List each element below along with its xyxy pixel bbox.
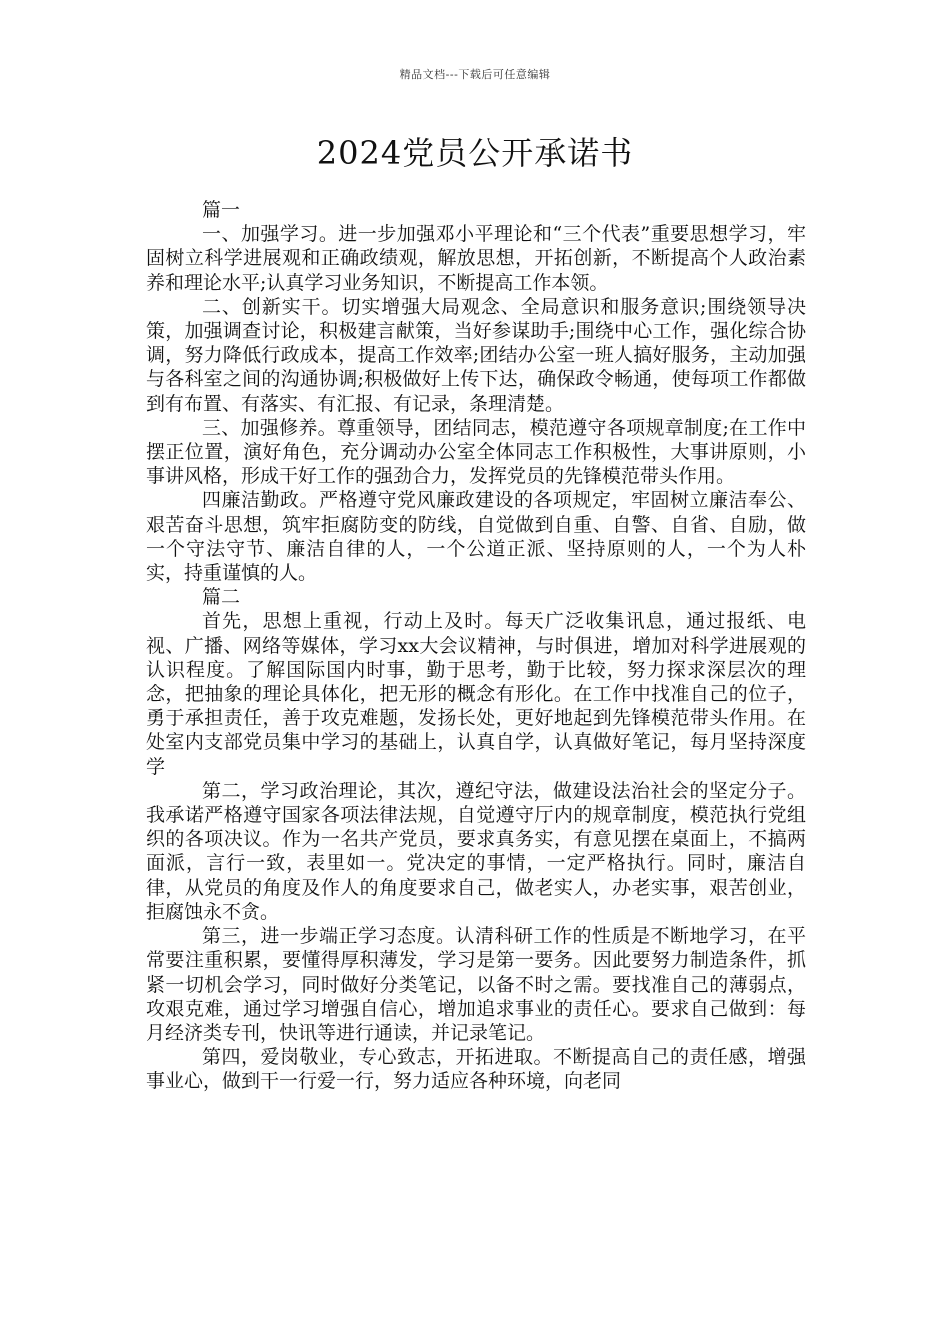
section-label: 篇一 [202, 199, 241, 221]
paragraph: 第二，学习政治理论，其次，遵纪守法，做建设法治社会的坚定分子。我承诺严格遵守国家各项法律法规，自觉遵守厅内的规章制度，模范执行党组织的各项决议。作为一名共产党员，要求真务实，有意见摆在桌面上，不搞两面派，言行一致，表里如一。党决定的事情，一定严格执行。同时，廉洁自律，从党员的角度及作人的角度要求自己，做老实人，办老实事，艰苦创业，拒腐蚀永不贪。 [146, 779, 806, 923]
paragraph: 二、创新实干。切实增强大局观念、全局意识和服务意识;围绕领导决策，加强调查讨论，积极建言献策，当好参谋助手;围绕中心工作，强化综合协调，努力降低行政成本，提高工作效率;团结办公室一班人搞好服务，主动加强与各科室之间的沟通协调;积极做好上传下达，确保政令畅通，使每项工作都做到有布置、有落实、有汇报、有记录，条理清楚。 [146, 295, 806, 415]
paragraph: 一、加强学习。进一步加强邓小平理论和“三个代表”重要思想学习，牢固树立科学进展观和正确政绩观，解放思想，开拓创新，不断提高个人政治素养和理论水平;认真学习业务知识，不断提高工作本领。 [146, 223, 806, 294]
page-header: 精品文档---下载后可任意编辑 [399, 68, 551, 81]
paragraph: 三、加强修养。尊重领导，团结同志，模范遵守各项规章制度;在工作中摆正位置，演好角色，充分调动办公室全体同志工作积极性，大事讲原则，小事讲风格，形成干好工作的强劲合力，发挥党员的先锋模范带头作用。 [146, 416, 806, 488]
paragraph: 第三，进一步端正学习态度。认清科研工作的性质是不断地学习，在平常要注重积累，要懂得厚积薄发，学习是第一要务。因此要努力制造条件，抓紧一切机会学习，同时做好分类笔记，以备不时之需。要找准自己的薄弱点，攻艰克难，通过学习增强自信心，增加追求事业的责任心。要求自己做到：每月经济类专刊，快讯等进行通读，并记录笔记。 [146, 925, 806, 1044]
paragraph: 四廉洁勤政。严格遵守党风廉政建设的各项规定，牢固树立廉洁奉公、艰苦奋斗思想，筑牢拒腐防变的防线，自觉做到自重、自警、自省、自励，做一个守法守节、廉洁自律的人，一个公道正派、坚持原则的人，一个为人朴实，持重谨慎的人。 [146, 489, 806, 585]
document-title: 2024党员公开承诺书 [316, 134, 634, 172]
section-label: 篇二 [202, 586, 241, 609]
paragraph: 第四，爱岗敬业，专心致志，开拓进取。不断提高自己的责任感，增强事业心，做到干一行爱一行，努力适应各种环境，向老同 [146, 1046, 806, 1093]
paragraph: 首先，思想上重视，行动上及时。每天广泛收集讯息，通过报纸、电视、广播、网络等媒体，学习xx大会议精神，与时俱进，增加对科学进展观的认识程度。了解国际国内时事，勤于思考，勤于比较，努力探求深层次的理念，把抽象的理论具体化，把无形的概念有形化。在工作中找准自己的位子，勇于承担责任，善于攻克难题，发扬长处，更好地起到先锋模范带头作用。在处室内支部党员集中学习的基础上，认真自学，认真做好笔记，每月坚持深度学 [146, 610, 806, 778]
document-body [146, 198, 806, 1094]
